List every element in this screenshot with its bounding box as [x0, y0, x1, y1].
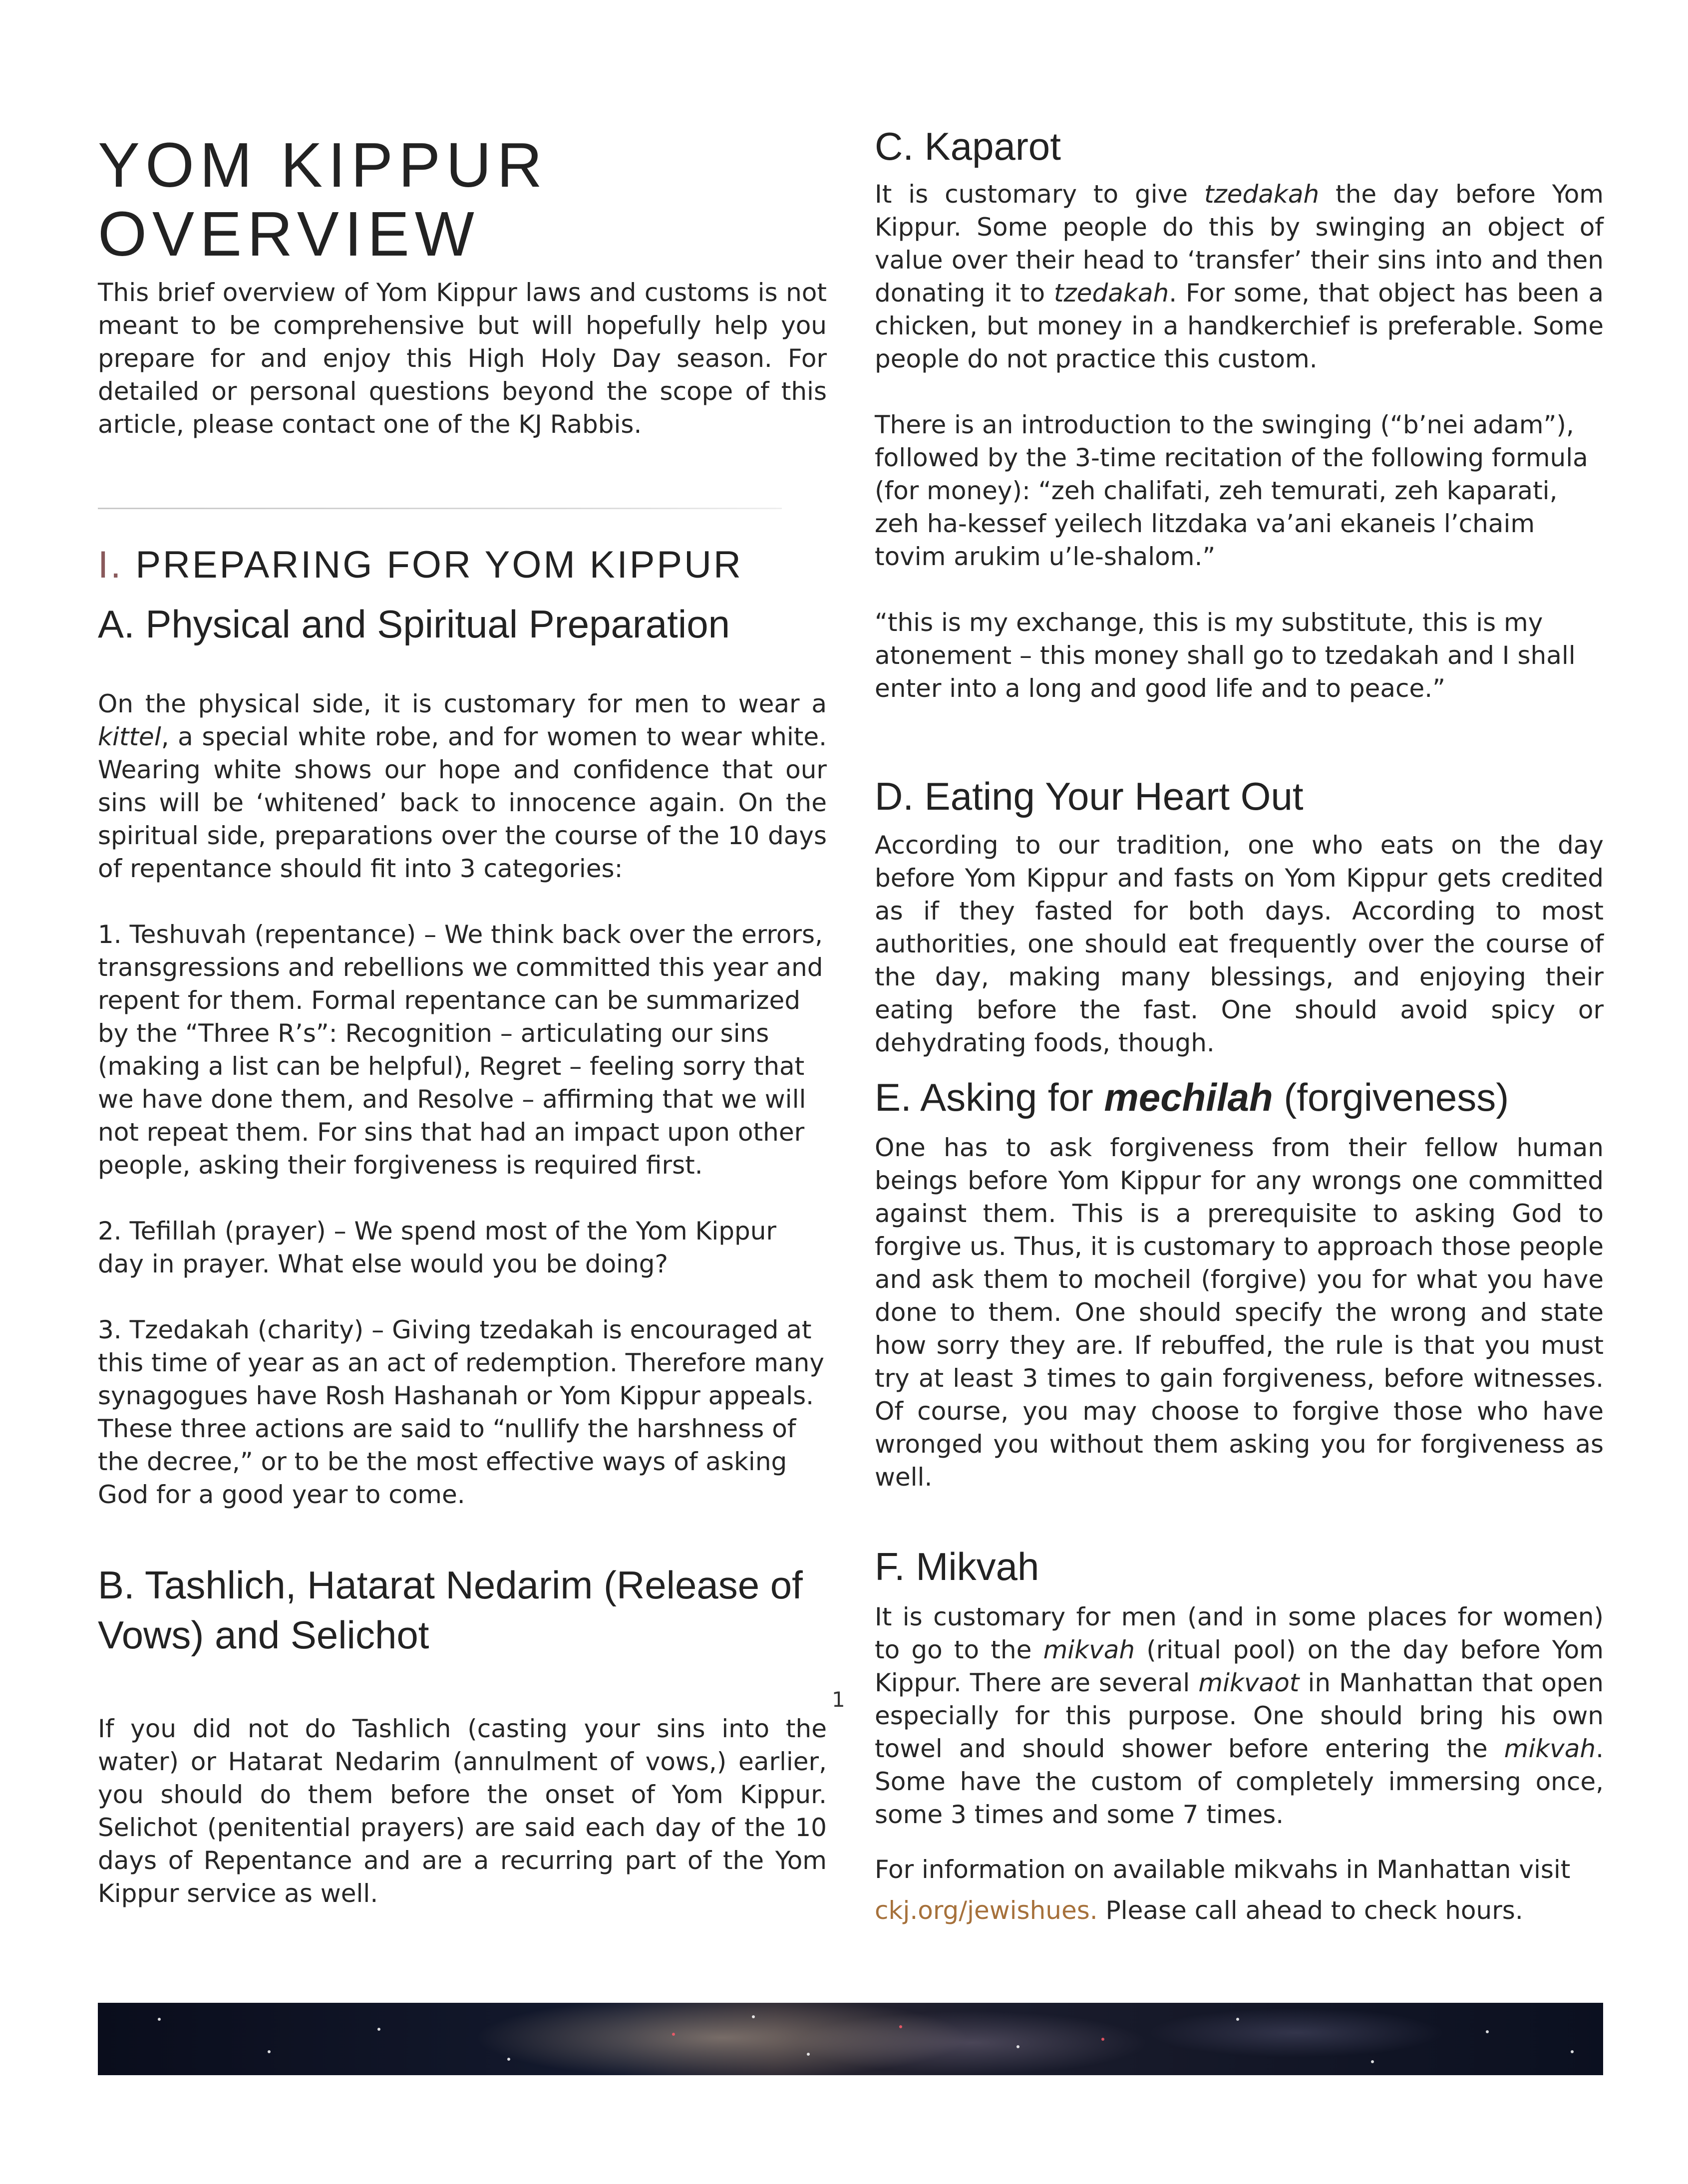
page-title: YOM KIPPUR OVERVIEW	[98, 130, 548, 269]
text-run: It is customary for men (and in some places for women) to go to the	[875, 1602, 1604, 1664]
section-title: PREPARING FOR YOM KIPPUR	[135, 544, 743, 586]
section-e-paragraph: One has to ask forgiveness from their fellow human beings before Yom Kippur for any wrongs one committed against them. This is a prerequisite to asking God to forgive us. Thus, it is customary to approach those people and ask them to mocheil (forgive) you for what you have done to them. One should specify the wrong and state how sorry they are. If rebuffed, the rule is that you must try at least 3 times to gain forgiveness, before witnesses. Of course, you may choose to forgive those who have wronged you without them asking you for forgiveness as well.	[875, 1133, 1604, 1492]
section-d-body	[875, 829, 1604, 1059]
italic-term: mikvaot	[1198, 1668, 1300, 1697]
heading-mikvah: F. Mikvah	[875, 1545, 1039, 1588]
text-run: (forgiveness)	[1273, 1075, 1509, 1119]
text-run: Please call ahead to check hours.	[1097, 1896, 1523, 1925]
section-a-body	[98, 687, 827, 1511]
italic-term: tzedakah	[1204, 180, 1320, 209]
mikvah-link[interactable]: ckj.org/jewishues.	[875, 1896, 1098, 1925]
text-run: For information on available mikvahs in Manhattan visit	[875, 1855, 1571, 1884]
text-run: (ritual pool) on the day before Yom Kippur. There are several	[875, 1635, 1604, 1697]
section-heading	[98, 543, 743, 587]
list-item-tzedakah: 3. Tzedakah (charity) – Giving tzedakah is encouraged at this time of year as an act of redemption. Therefore many synagogues have Rosh Hashanah or Yom Kippur appeals. These three actions are said to “nullify the harshness of the decree,” or to be the most effective ways of asking God for a good year to come.	[98, 1315, 824, 1509]
heading-eating: D. Eating Your Heart Out	[875, 774, 1304, 818]
italic-term: tzedakah	[1053, 279, 1169, 308]
section-b-paragraph: If you did not do Tashlich (casting your sins into the water) or Hatarat Nedarim (annulment of vows,) earlier, you should do them before the onset of Yom Kippur. Selichot (penitential prayers) are said each day of the 10 days of Repentance and are a recurring part of the Yom Kippur service as well.	[98, 1714, 827, 1908]
text-run: . For some, that object has been a chicken, but money in a handkerchief is preferable. Some people do not practice this custom.	[875, 279, 1604, 373]
page-number: 1	[832, 1687, 845, 1712]
section-number: I.	[98, 544, 123, 586]
starfield-banner	[98, 2003, 1603, 2075]
text-run: On the physical side, it is customary for men to wear a	[98, 689, 827, 718]
divider	[98, 508, 782, 509]
heading-physical-spiritual: A. Physical and Spiritual Preparation	[98, 602, 730, 646]
text-run: . Some have the custom of completely immersing once, some 3 times and some 7 times.	[875, 1734, 1604, 1829]
heading-kaparot: C. Kaparot	[875, 124, 1061, 168]
intro-paragraph: This brief overview of Yom Kippur laws and customs is not meant to be comprehensive but will hopefully help you prepare for and enjoy this High Holy Day season. For detailed or personal questions beyond the scope of this article, please contact one of the KJ Rabbis.	[98, 278, 827, 439]
section-f-paragraph-2	[875, 1849, 1604, 1931]
section-b-body	[98, 1712, 827, 1910]
section-c-paragraph-2: There is an introduction to the swinging (“b’nei adam”), followed by the 3-time recitation of the following formula (for money): “zeh chalifati, zeh temurati, zeh kaparati, zeh ha-kessef yeilech litzdaka va’ani ekaneis l’chaim tovim arukim u’le-shalom.”	[875, 410, 1588, 571]
bold-term: mechilah	[1104, 1075, 1273, 1119]
section-d-paragraph: According to our tradition, one who eats on the day before Yom Kippur and fasts on Yom Kippur gets credited as if they fasted for both days. According to most authorities, one should eat frequently over the course of the day, making many blessings, and enjoying their eating before the fast. One should avoid spicy or dehydrating foods, though.	[875, 831, 1604, 1057]
text-run: in Manhattan that open especially for this purpose. One should bring his own towel and should shower before entering the	[875, 1668, 1604, 1763]
section-f-body	[875, 1600, 1604, 1931]
section-c-paragraph-3: “this is my exchange, this is my substitute, this is my atonement – this money shall go to tzedakah and I shall enter into a long and good life and to peace.”	[875, 608, 1576, 703]
italic-term: kittel	[98, 722, 161, 751]
italic-term: mikvah	[1504, 1734, 1596, 1763]
text-run: It is customary to give	[875, 180, 1204, 209]
heading-mechilah	[875, 1072, 1509, 1122]
intro-block	[98, 276, 827, 441]
section-c-paragraph-1	[875, 178, 1604, 375]
italic-term: mikvah	[1043, 1635, 1135, 1664]
list-item-teshuvah: 1. Teshuvah (repentance) – We think back over the errors, transgressions and rebellions we committed this year and repent for them. Formal repentance can be summarized by the “Three R’s”: Recognition – articulating our sins (making a list can be helpful), Regret – feeling sorry that we have done them, and Resolve – affirming that we will not repeat them. For sins that had an impact upon other people, asking their forgiveness is required first.	[98, 920, 823, 1180]
section-c-body	[875, 178, 1604, 705]
section-a-paragraph	[98, 687, 827, 885]
list-item-tefillah: 2. Tefillah (prayer) – We spend most of the Yom Kippur day in prayer. What else would you be doing?	[98, 1217, 776, 1278]
text-run: E. Asking for	[875, 1075, 1104, 1119]
text-run: the day before Yom Kippur. Some people do this by swinging an object of value over their head to ‘transfer’ their sins into and then donating it to	[875, 180, 1604, 308]
section-f-paragraph-1	[875, 1600, 1604, 1831]
text-run: , a special white robe, and for women to wear white. Wearing white shows our hope and confidence that our sins will be ‘whitened’ back to innocence again. On the spiritual side, preparations over the course of the 10 days of repentance should fit into 3 categories:	[98, 722, 827, 883]
section-e-body	[875, 1131, 1604, 1494]
heading-tashlich: B. Tashlich, Hatarat Nedarim (Release of Vows) and Selichot	[98, 1563, 803, 1657]
